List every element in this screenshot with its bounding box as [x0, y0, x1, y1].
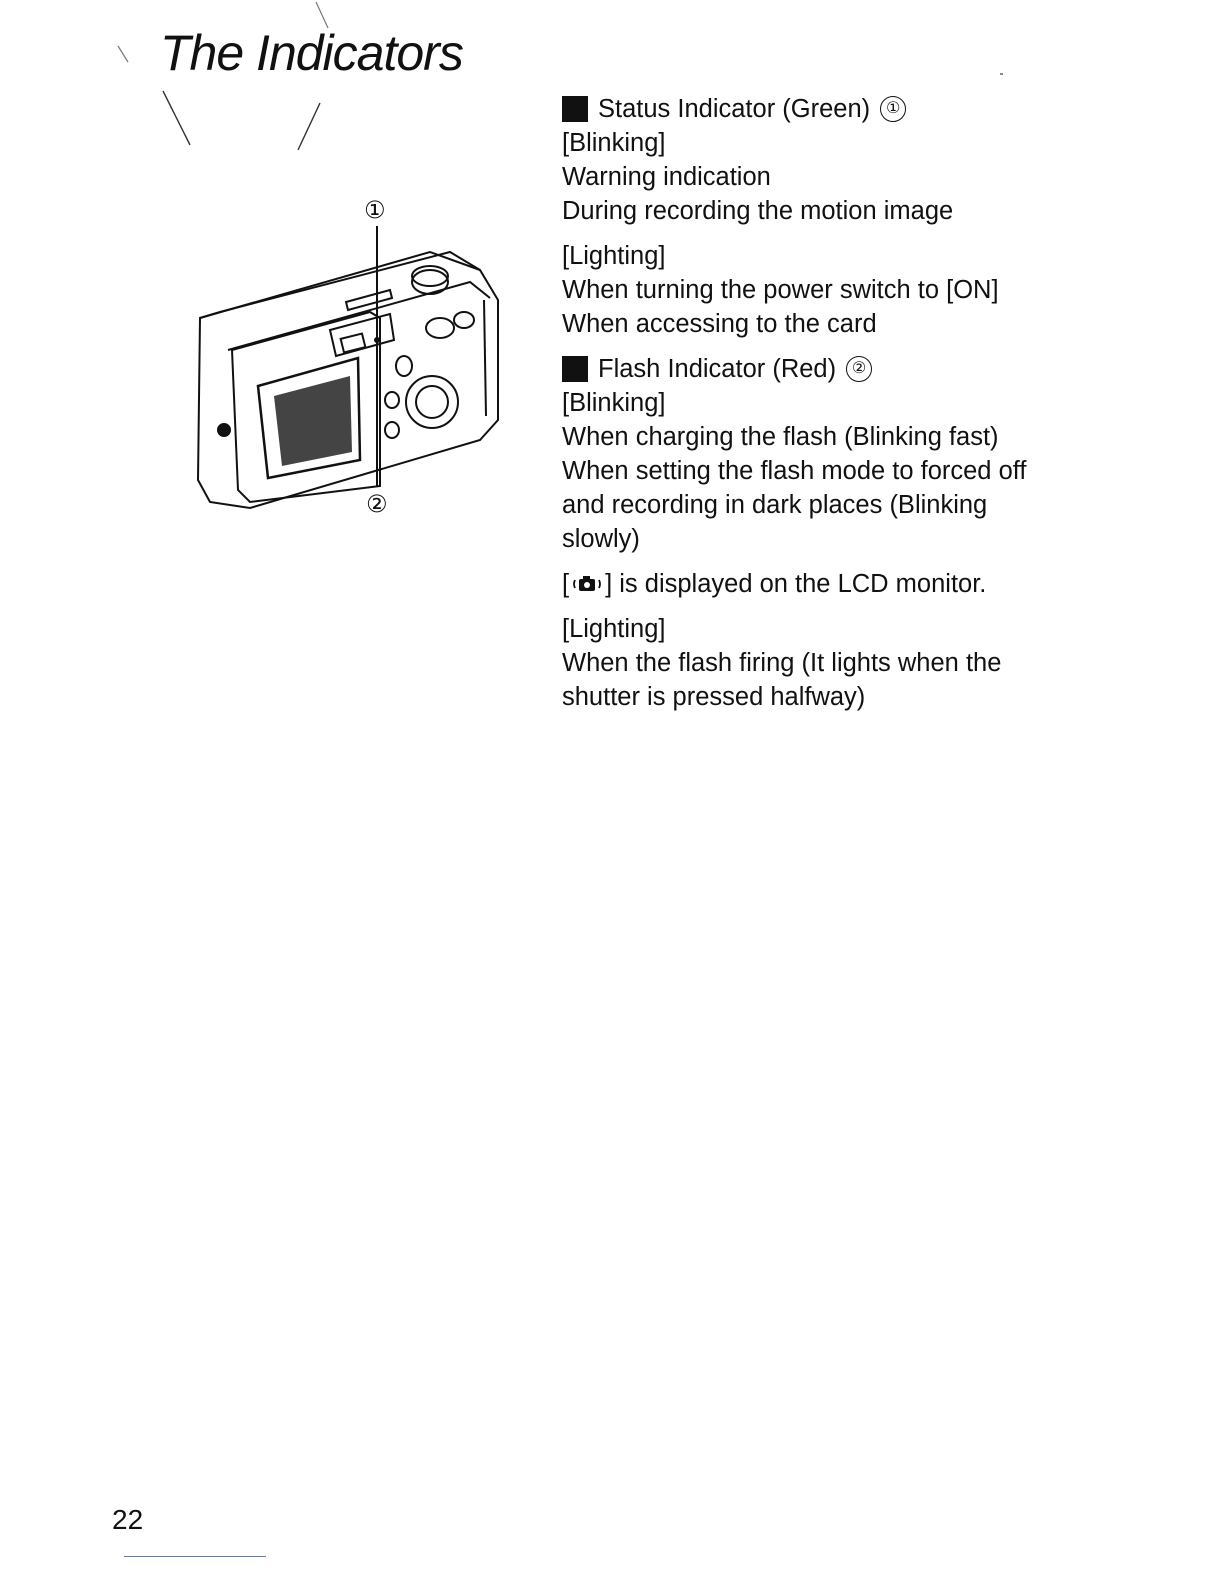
flash-blinking-item: When charging the flash (Blinking fast) [562, 423, 999, 451]
flash-indicator-heading [562, 352, 1202, 386]
status-indicator-marker: ① [880, 96, 906, 122]
lcd-note-prefix: [ [562, 570, 570, 598]
square-bullet-icon [562, 356, 588, 382]
flash-indicator-marker: ② [846, 356, 872, 382]
lcd-display-note [562, 567, 1202, 601]
status-lighting-label: [Lighting] [562, 242, 666, 270]
flash-blinking-label: [Blinking] [562, 389, 666, 417]
camera-shake-icon [573, 574, 601, 594]
callout-2-label: ② [366, 491, 388, 518]
flash-indicator-title: Flash Indicator (Red) [598, 355, 837, 383]
lcd-note-suffix: ] is displayed on the LCD monitor. [605, 570, 987, 598]
footer-rule [124, 1556, 266, 1557]
status-blinking-item: Warning indication [562, 163, 771, 191]
status-lighting-item: When turning the power switch to [ON] [562, 276, 999, 304]
status-indicator-title: Status Indicator (Green) [598, 95, 871, 123]
square-bullet-icon [562, 96, 588, 122]
flash-lighting-item: When the flash firing (It lights when the [562, 649, 1002, 677]
flash-lighting-item: shutter is pressed halfway) [562, 683, 866, 711]
camera-illustration [180, 190, 520, 530]
camera-drawing [180, 190, 520, 530]
indicator-descriptions [562, 92, 1202, 714]
status-blinking-label: [Blinking] [562, 129, 666, 157]
flash-blinking-item: slowly) [562, 525, 640, 553]
page-title: The Indicators [160, 25, 463, 81]
status-lighting-item: When accessing to the card [562, 310, 877, 338]
status-indicator-section [562, 92, 1202, 341]
flash-blinking-item: and recording in dark places (Blinking [562, 491, 988, 519]
flash-indicator-section [562, 352, 1202, 714]
callout-1-label: ① [364, 197, 386, 224]
flash-lighting-label: [Lighting] [562, 615, 666, 643]
status-indicator-heading [562, 92, 1202, 126]
status-blinking-item: During recording the motion image [562, 197, 954, 225]
page-number: 22 [112, 1504, 144, 1535]
flash-blinking-item: When setting the flash mode to forced off [562, 457, 1027, 485]
